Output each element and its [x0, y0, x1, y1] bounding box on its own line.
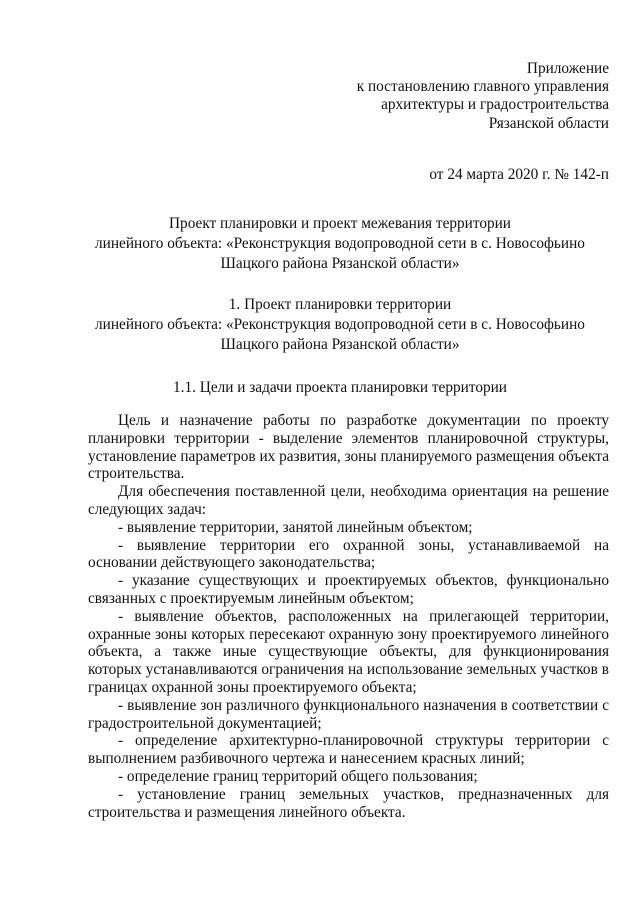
- paragraph: Цель и назначение работы по разработке документации по проекту планировки территории - выделение элементов планировочной структуры, установление параметров их развития, зоны планируемого размещения объекта строительства.: [88, 412, 609, 483]
- approval-region-line: Рязанской области: [488, 114, 609, 132]
- section-heading: [70, 295, 610, 355]
- document-title: [70, 214, 610, 274]
- list-item: - определение архитектурно-планировочной структуры территории с выполнением разбивочного чертежа и нанесением красных линий;: [88, 732, 609, 768]
- paragraph: Для обеспечения поставленной цели, необходима ориентация на решение следующих задач:: [88, 483, 609, 518]
- list-item: - выявление объектов, расположенных на прилегающей территории, охранные зоны которых пересекают охранную зону проектируемого линейного объекта, а также иные существующие объекты, для функционирования которых устанавливаются ограничения на использование земельных участков в границах охранной зоны проектируемого объекта;: [88, 607, 609, 696]
- subsection-heading: [70, 378, 610, 398]
- list-item: - выявление зон различного функционального назначения в соответствии с градостроительной документацией;: [88, 696, 609, 732]
- approval-decree-line: к постановлению главного управления: [356, 78, 609, 96]
- subsection-heading-text: 1.1. Цели и задачи проекта планировки территории: [173, 379, 507, 396]
- list-item: - выявление территории, занятой линейным объектом;: [118, 518, 473, 536]
- list-item: - указание существующих и проектируемых объектов, функционально связанных с проектируемым линейным объектом;: [88, 572, 609, 607]
- document-title-line: Проект планировки и проект межевания территории: [169, 215, 511, 232]
- approval-date: от 24 марта 2020 г. № 142-п: [429, 165, 609, 183]
- section-heading-line: 1. Проект планировки территории: [228, 296, 452, 313]
- section-heading-line: линейного объекта: «Реконструкция водопроводной сети в с. Новософьино: [95, 316, 585, 333]
- approval-department-line: архитектуры и градостроительства: [381, 96, 609, 114]
- approval-block: [357, 60, 609, 184]
- list-item: - установление границ земельных участков, предназначенных для строительства и размещения линейного объекта.: [88, 785, 609, 821]
- section-heading-line: Шацкого района Рязанской области»: [220, 336, 460, 353]
- list-item: - определение границ территорий общего пользования;: [118, 767, 478, 785]
- body-text: [88, 412, 609, 821]
- document-title-line: линейного объекта: «Реконструкция водопроводной сети в с. Новософьино: [95, 235, 585, 252]
- list-item: - выявление территории его охранной зоны, устанавливаемой на основании действующего законодательства;: [88, 536, 609, 572]
- document-title-line: Шацкого района Рязанской области»: [220, 255, 460, 272]
- approval-appendix-label: Приложение: [526, 60, 609, 77]
